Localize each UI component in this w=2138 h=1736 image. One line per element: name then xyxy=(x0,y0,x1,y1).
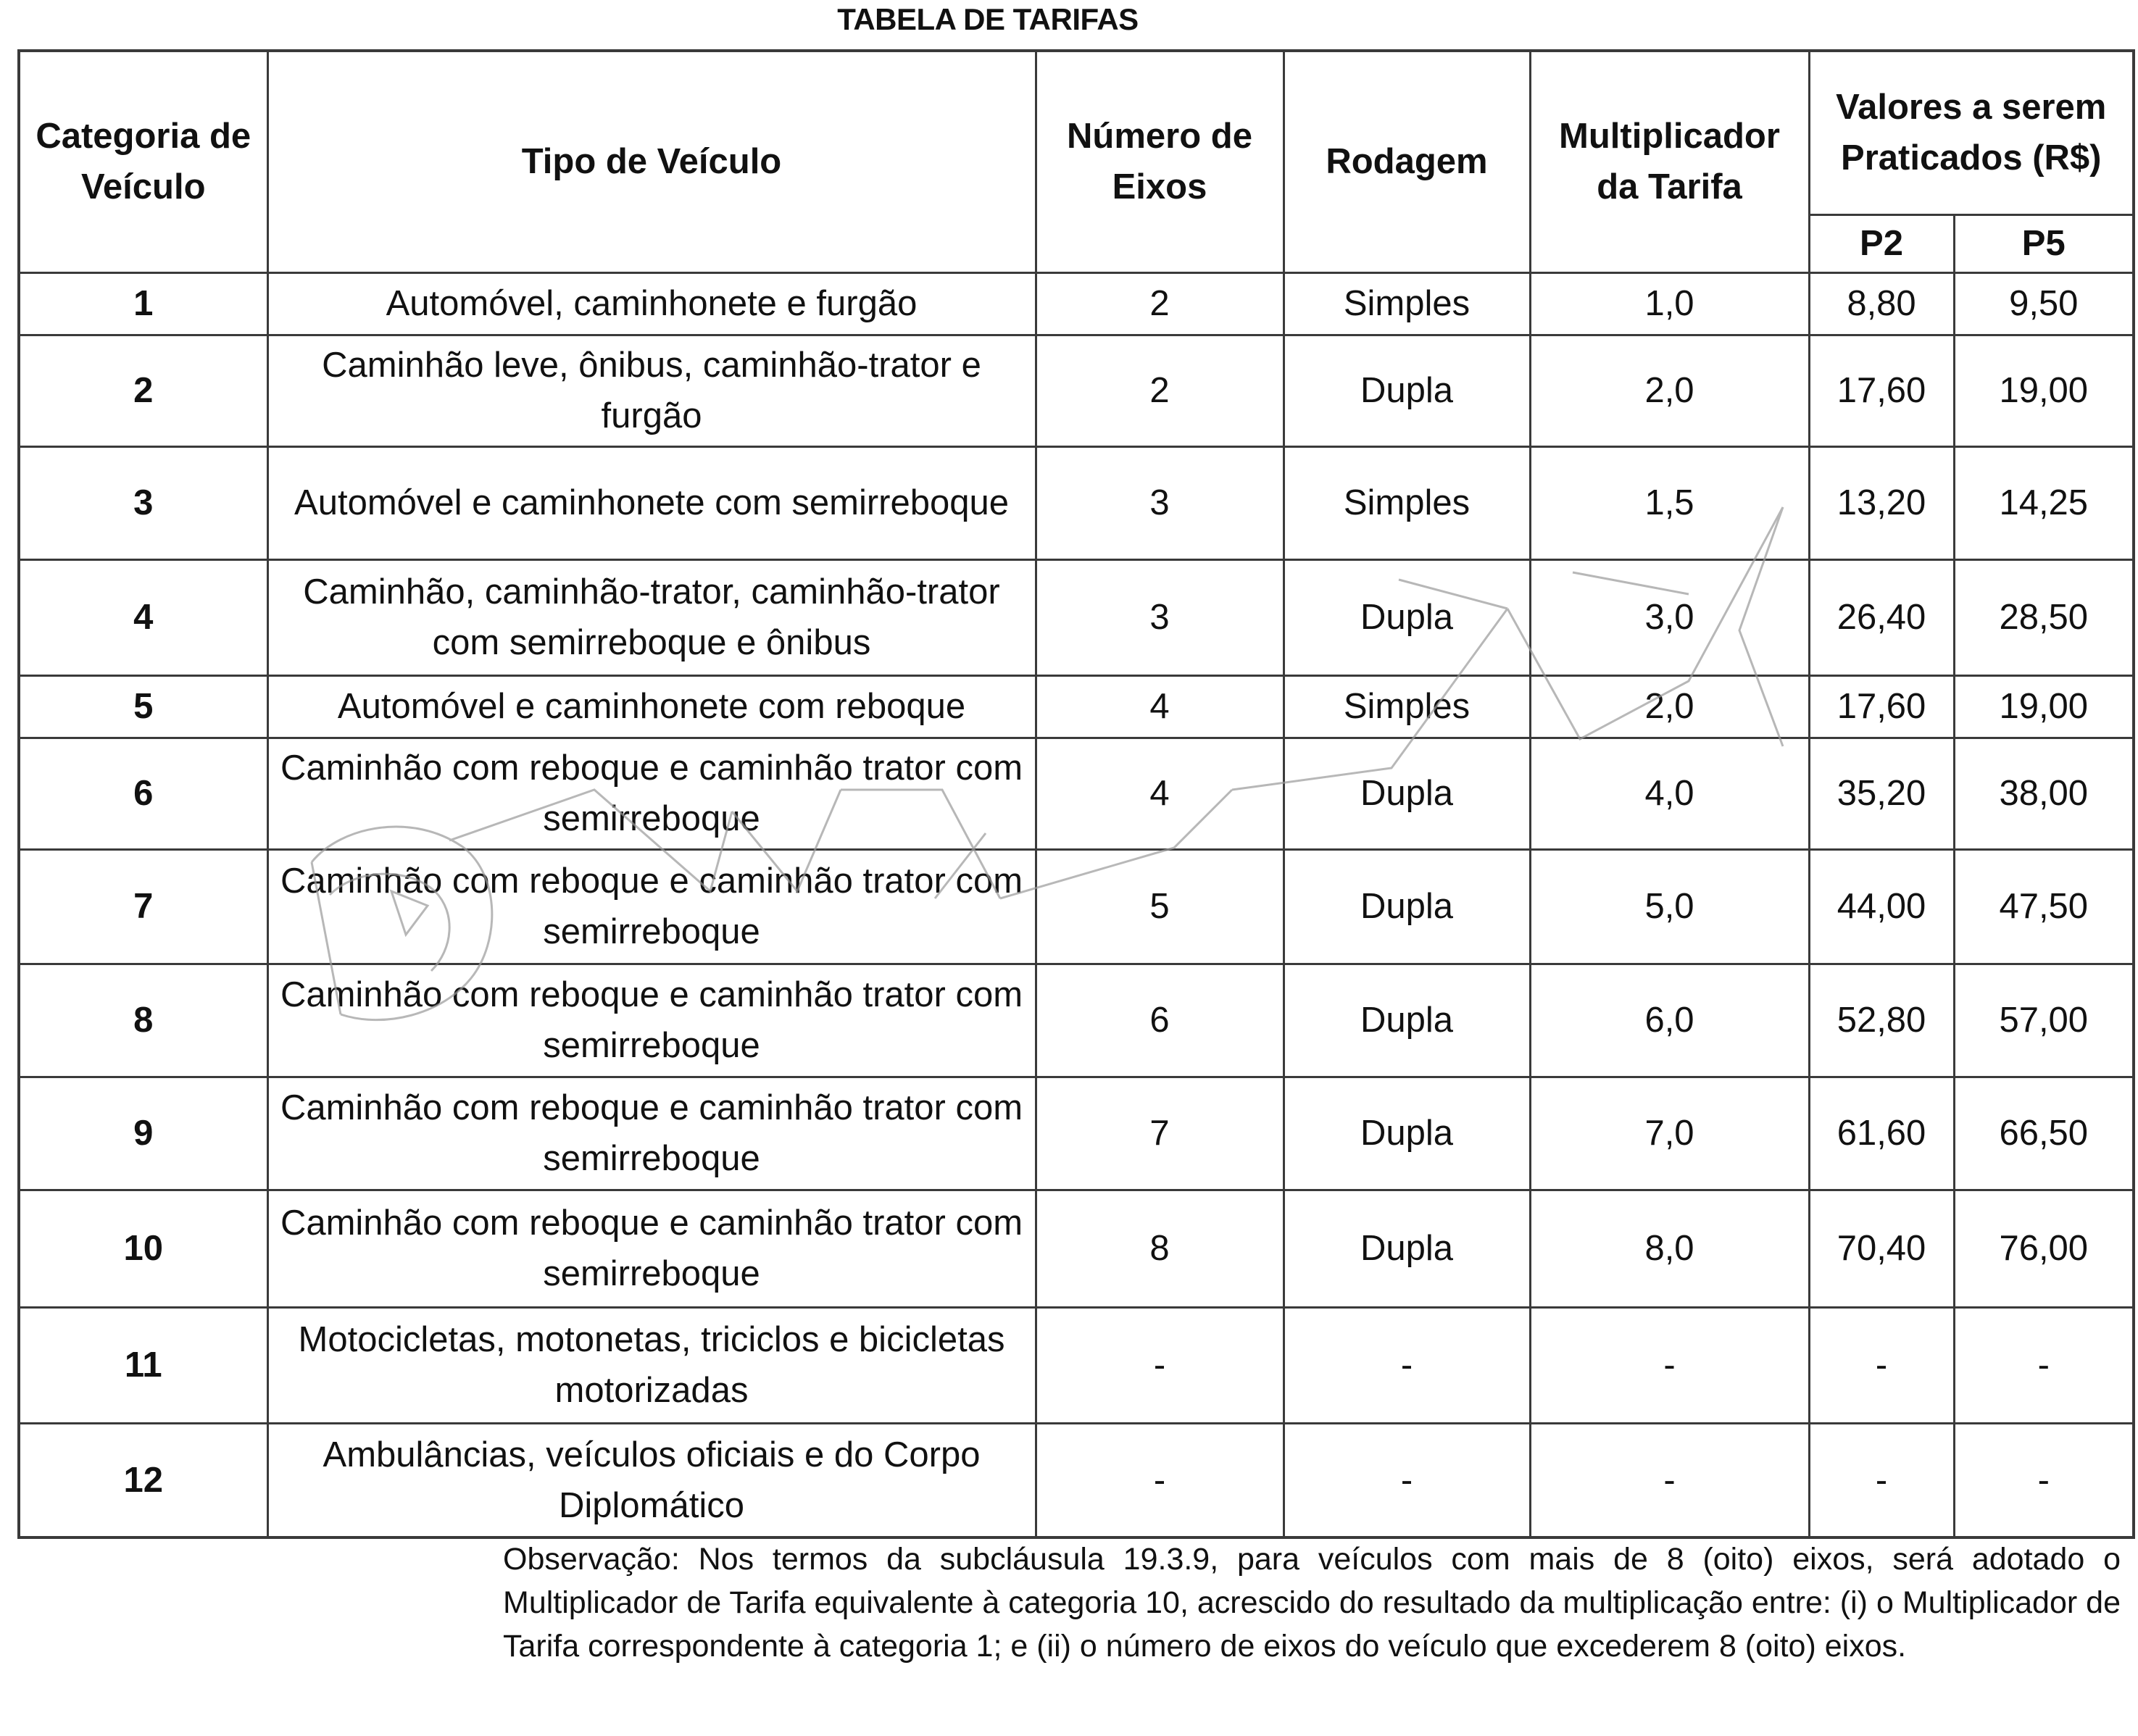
cell-eixos: 3 xyxy=(1036,559,1284,675)
cell-rodagem: Simples xyxy=(1284,272,1530,335)
cell-tipo: Caminhão, caminhão-trator, caminhão-trator com semirreboque e ônibus xyxy=(267,559,1036,675)
cell-categoria: 3 xyxy=(19,446,267,559)
cell-p2: - xyxy=(1809,1307,1954,1423)
cell-p5: 19,00 xyxy=(1954,675,2134,738)
cell-rodagem: Simples xyxy=(1284,675,1530,738)
cell-eixos: 4 xyxy=(1036,675,1284,738)
cell-categoria: 5 xyxy=(19,675,267,738)
table-row xyxy=(19,964,2134,1077)
cell-tipo: Automóvel, caminhonete e furgão xyxy=(267,272,1036,335)
header-multiplicador: Multiplicador da Tarifa xyxy=(1530,51,1809,272)
header-eixos: Número de Eixos xyxy=(1036,51,1284,272)
cell-multiplicador: 3,0 xyxy=(1530,559,1809,675)
tariff-table xyxy=(17,49,2135,1539)
cell-p2: 44,00 xyxy=(1809,849,1954,964)
cell-p2: 61,60 xyxy=(1809,1077,1954,1190)
header-p5: P5 xyxy=(1954,214,2134,272)
header-tipo: Tipo de Veículo xyxy=(267,51,1036,272)
cell-categoria: 1 xyxy=(19,272,267,335)
cell-p2: 8,80 xyxy=(1809,272,1954,335)
cell-rodagem: Simples xyxy=(1284,446,1530,559)
cell-categoria: 9 xyxy=(19,1077,267,1190)
cell-multiplicador: 5,0 xyxy=(1530,849,1809,964)
cell-multiplicador: 8,0 xyxy=(1530,1190,1809,1307)
header-p2: P2 xyxy=(1809,214,1954,272)
cell-tipo: Caminhão com reboque e caminhão trator com semirreboque xyxy=(267,738,1036,849)
cell-p2: 70,40 xyxy=(1809,1190,1954,1307)
cell-p2: 17,60 xyxy=(1809,675,1954,738)
cell-rodagem: Dupla xyxy=(1284,964,1530,1077)
cell-multiplicador: 1,5 xyxy=(1530,446,1809,559)
header-valores: Valores a serem Praticados (R$) xyxy=(1809,51,2134,214)
table-row xyxy=(19,272,2134,335)
cell-rodagem: Dupla xyxy=(1284,559,1530,675)
cell-rodagem: Dupla xyxy=(1284,849,1530,964)
cell-p2: - xyxy=(1809,1423,1954,1537)
cell-p2: 26,40 xyxy=(1809,559,1954,675)
cell-p2: 52,80 xyxy=(1809,964,1954,1077)
cell-p2: 17,60 xyxy=(1809,335,1954,446)
cell-rodagem: - xyxy=(1284,1423,1530,1537)
cell-categoria: 4 xyxy=(19,559,267,675)
cell-rodagem: Dupla xyxy=(1284,1077,1530,1190)
cell-multiplicador: 2,0 xyxy=(1530,675,1809,738)
cell-p5: 9,50 xyxy=(1954,272,2134,335)
cell-multiplicador: 1,0 xyxy=(1530,272,1809,335)
table-row xyxy=(19,849,2134,964)
cell-tipo: Caminhão com reboque e caminhão trator com semirreboque xyxy=(267,964,1036,1077)
cell-tipo: Caminhão com reboque e caminhão trator com semirreboque xyxy=(267,849,1036,964)
cell-p5: 28,50 xyxy=(1954,559,2134,675)
cell-p5: - xyxy=(1954,1307,2134,1423)
cell-categoria: 8 xyxy=(19,964,267,1077)
cell-tipo: Caminhão com reboque e caminhão trator com semirreboque xyxy=(267,1190,1036,1307)
cell-categoria: 6 xyxy=(19,738,267,849)
cell-eixos: 4 xyxy=(1036,738,1284,849)
cell-tipo: Caminhão com reboque e caminhão trator com semirreboque xyxy=(267,1077,1036,1190)
header-row xyxy=(19,51,2134,214)
cell-eixos: - xyxy=(1036,1307,1284,1423)
table-row xyxy=(19,1190,2134,1307)
cell-multiplicador: - xyxy=(1530,1307,1809,1423)
cell-p5: 76,00 xyxy=(1954,1190,2134,1307)
cell-tipo: Caminhão leve, ônibus, caminhão-trator e furgão xyxy=(267,335,1036,446)
table-row xyxy=(19,738,2134,849)
cell-p5: 38,00 xyxy=(1954,738,2134,849)
cell-rodagem: Dupla xyxy=(1284,738,1530,849)
cell-categoria: 2 xyxy=(19,335,267,446)
cell-rodagem: Dupla xyxy=(1284,1190,1530,1307)
cell-multiplicador: - xyxy=(1530,1423,1809,1537)
cell-tipo: Automóvel e caminhonete com semirreboque xyxy=(267,446,1036,559)
cell-p5: 19,00 xyxy=(1954,335,2134,446)
cell-eixos: 3 xyxy=(1036,446,1284,559)
table-body xyxy=(19,272,2134,1537)
cell-tipo: Automóvel e caminhonete com reboque xyxy=(267,675,1036,738)
cell-eixos: - xyxy=(1036,1423,1284,1537)
cell-p5: 66,50 xyxy=(1954,1077,2134,1190)
cell-categoria: 10 xyxy=(19,1190,267,1307)
cell-p5: 14,25 xyxy=(1954,446,2134,559)
header-rodagem: Rodagem xyxy=(1284,51,1530,272)
table-header xyxy=(19,51,2134,272)
cell-eixos: 2 xyxy=(1036,272,1284,335)
cell-eixos: 5 xyxy=(1036,849,1284,964)
cell-multiplicador: 7,0 xyxy=(1530,1077,1809,1190)
table-row xyxy=(19,335,2134,446)
cell-eixos: 8 xyxy=(1036,1190,1284,1307)
cell-p2: 35,20 xyxy=(1809,738,1954,849)
cell-eixos: 7 xyxy=(1036,1077,1284,1190)
table-row xyxy=(19,446,2134,559)
table-row xyxy=(19,1423,2134,1537)
table-row xyxy=(19,675,2134,738)
cell-eixos: 2 xyxy=(1036,335,1284,446)
table-row xyxy=(19,1077,2134,1190)
cell-eixos: 6 xyxy=(1036,964,1284,1077)
table-row xyxy=(19,1307,2134,1423)
cell-categoria: 11 xyxy=(19,1307,267,1423)
page-title: TABELA DE TARIFAS xyxy=(837,2,1139,36)
cell-tipo: Motocicletas, motonetas, triciclos e bicicletas motorizadas xyxy=(267,1307,1036,1423)
table-row xyxy=(19,559,2134,675)
cell-categoria: 7 xyxy=(19,849,267,964)
observation-note: Observação: Nos termos da subcláusula 19.3.9, para veículos com mais de 8 (oito) eixos, será adotado o Multiplicador de Tarifa equivalente à categoria 10, acrescido do resultado da multiplicação entre: (i) o Multiplicador de Tarifa correspondente à categoria 1; e (ii) o número de eixos do veículo que excederem 8 (oito) eixos. xyxy=(503,1542,2121,1664)
cell-p5: 57,00 xyxy=(1954,964,2134,1077)
header-categoria: Categoria de Veículo xyxy=(19,51,267,272)
cell-rodagem: - xyxy=(1284,1307,1530,1423)
cell-p5: 47,50 xyxy=(1954,849,2134,964)
cell-p5: - xyxy=(1954,1423,2134,1537)
cell-categoria: 12 xyxy=(19,1423,267,1537)
cell-multiplicador: 6,0 xyxy=(1530,964,1809,1077)
cell-rodagem: Dupla xyxy=(1284,335,1530,446)
cell-multiplicador: 4,0 xyxy=(1530,738,1809,849)
cell-p2: 13,20 xyxy=(1809,446,1954,559)
cell-multiplicador: 2,0 xyxy=(1530,335,1809,446)
cell-tipo: Ambulâncias, veículos oficiais e do Corpo Diplomático xyxy=(267,1423,1036,1537)
